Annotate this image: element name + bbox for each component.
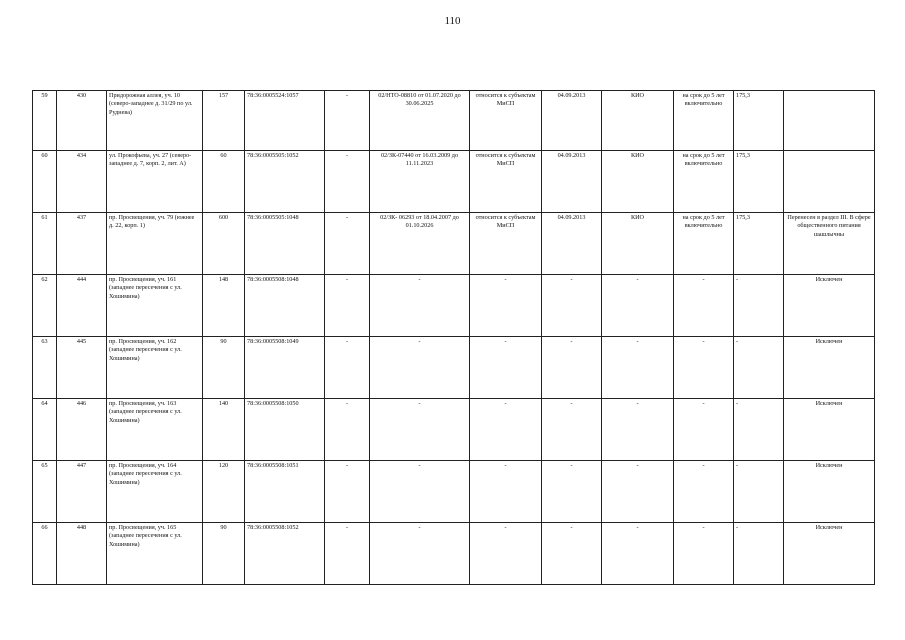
cell-term: - (674, 275, 734, 337)
cell-term: на срок до 5 лет включительно (674, 91, 734, 151)
cell-num: 61 (33, 213, 57, 275)
cell-dash: - (325, 337, 370, 399)
cell-cadastral: 78:36:0005505:1048 (245, 213, 325, 275)
cell-dash: - (325, 213, 370, 275)
cell-dash: - (325, 275, 370, 337)
cell-note: Перенесен в раздел III. В сфере общественного питания шашлычны (784, 213, 875, 275)
cell-value: 175,3 (734, 213, 784, 275)
cell-area: 140 (203, 399, 245, 461)
cell-contract: - (370, 399, 470, 461)
cell-category: - (470, 275, 542, 337)
cell-contract: - (370, 337, 470, 399)
cell-area: 120 (203, 461, 245, 523)
cell-area: 148 (203, 275, 245, 337)
cell-date: - (542, 523, 602, 585)
cell-org: - (602, 337, 674, 399)
cell-note: Исключен (784, 399, 875, 461)
cell-code: 445 (57, 337, 107, 399)
cell-value: 175,3 (734, 91, 784, 151)
cell-code: 448 (57, 523, 107, 585)
cell-note (784, 151, 875, 213)
cell-term: - (674, 337, 734, 399)
cell-dash: - (325, 91, 370, 151)
cell-note: Исключен (784, 337, 875, 399)
cell-code: 444 (57, 275, 107, 337)
cell-address: пр. Просвещения, уч. 161 (западнее пересечения с ул. Хошимина) (107, 275, 203, 337)
cell-contract: - (370, 275, 470, 337)
cell-address: пр. Просвещения, уч. 162 (западнее пересечения с ул. Хошимина) (107, 337, 203, 399)
cell-address: ул. Прокофьева, уч. 27 (северо-западнее д. 7, корп. 2, лит. А) (107, 151, 203, 213)
cell-contract: 02/ЗК-07440 от 16.03.2009 до 11.11.2023 (370, 151, 470, 213)
cell-org: КИО (602, 151, 674, 213)
table-row (33, 275, 875, 337)
cell-date: 04.09.2013 (542, 213, 602, 275)
cell-code: 430 (57, 91, 107, 151)
cell-org: - (602, 523, 674, 585)
cell-dash: - (325, 523, 370, 585)
cell-date: - (542, 461, 602, 523)
cell-address: пр. Просвещения, уч. 165 (западнее пересечения с ул. Хошимина) (107, 523, 203, 585)
cell-org: - (602, 399, 674, 461)
cell-value: - (734, 275, 784, 337)
cell-area: 600 (203, 213, 245, 275)
cell-term: - (674, 399, 734, 461)
cell-org: КИО (602, 91, 674, 151)
cell-address: Придорожная аллея, уч. 10 (северо-западнее д. 31/29 по ул. Руднева) (107, 91, 203, 151)
cell-category: - (470, 337, 542, 399)
cell-value: - (734, 523, 784, 585)
cell-code: 434 (57, 151, 107, 213)
cell-address: пр. Просвещения, уч. 163 (западнее пересечения с ул. Хошимина) (107, 399, 203, 461)
cell-term: на срок до 5 лет включительно (674, 213, 734, 275)
cell-term: - (674, 461, 734, 523)
cell-num: 64 (33, 399, 57, 461)
table-row (33, 337, 875, 399)
cell-dash: - (325, 151, 370, 213)
cell-value: - (734, 461, 784, 523)
cell-category: - (470, 399, 542, 461)
cell-cadastral: 78:36:0005508:1049 (245, 337, 325, 399)
table-row (33, 461, 875, 523)
cell-area: 157 (203, 91, 245, 151)
cell-term: - (674, 523, 734, 585)
cell-code: 437 (57, 213, 107, 275)
cell-cadastral: 78:36:0005505:1052 (245, 151, 325, 213)
cell-value: 175,3 (734, 151, 784, 213)
cell-date: 04.09.2013 (542, 91, 602, 151)
cell-category: относится к субъектам МиСП (470, 151, 542, 213)
cell-note: Исключен (784, 461, 875, 523)
cell-contract: - (370, 461, 470, 523)
table-row (33, 399, 875, 461)
cell-cadastral: 78:36:0005524:1057 (245, 91, 325, 151)
cell-category: относится к субъектам МиСП (470, 213, 542, 275)
cell-cadastral: 78:36:0005508:1051 (245, 461, 325, 523)
cell-term: на срок до 5 лет включительно (674, 151, 734, 213)
table-row (33, 151, 875, 213)
cell-contract: 02/ЗК- 06293 от 18.04.2007 до 01.10.2026 (370, 213, 470, 275)
cell-note: Исключен (784, 275, 875, 337)
cell-cadastral: 78:36:0005508:1052 (245, 523, 325, 585)
cell-category: - (470, 523, 542, 585)
cell-category: относится к субъектам МиСП (470, 91, 542, 151)
cell-area: 90 (203, 337, 245, 399)
table-row (33, 91, 875, 151)
cell-num: 65 (33, 461, 57, 523)
table-row (33, 523, 875, 585)
cell-org: - (602, 275, 674, 337)
cell-value: - (734, 337, 784, 399)
cell-num: 63 (33, 337, 57, 399)
cell-num: 59 (33, 91, 57, 151)
cell-date: 04.09.2013 (542, 151, 602, 213)
cell-contract: - (370, 523, 470, 585)
cell-area: 60 (203, 151, 245, 213)
cell-note: Исключен (784, 523, 875, 585)
cell-num: 62 (33, 275, 57, 337)
cell-cadastral: 78:36:0005508:1050 (245, 399, 325, 461)
cell-org: КИО (602, 213, 674, 275)
table-row (33, 213, 875, 275)
cell-num: 66 (33, 523, 57, 585)
cell-dash: - (325, 399, 370, 461)
cell-date: - (542, 337, 602, 399)
cell-value: - (734, 399, 784, 461)
cell-date: - (542, 275, 602, 337)
cell-address: пр. Просвещения, уч. 79 (южнее д. 22, корп. 1) (107, 213, 203, 275)
table-body (33, 91, 875, 585)
cell-code: 446 (57, 399, 107, 461)
cell-date: - (542, 399, 602, 461)
cell-area: 90 (203, 523, 245, 585)
page-number: 110 (444, 15, 461, 27)
cell-contract: 02/НТО-08810 от 01.07.2020 до 30.06.2025 (370, 91, 470, 151)
cell-cadastral: 78:36:0005508:1048 (245, 275, 325, 337)
cell-org: - (602, 461, 674, 523)
cell-note (784, 91, 875, 151)
cell-code: 447 (57, 461, 107, 523)
registry-table (32, 90, 875, 585)
cell-dash: - (325, 461, 370, 523)
cell-address: пр. Просвещения, уч. 164 (западнее пересечения с ул. Хошимина) (107, 461, 203, 523)
cell-num: 60 (33, 151, 57, 213)
cell-category: - (470, 461, 542, 523)
